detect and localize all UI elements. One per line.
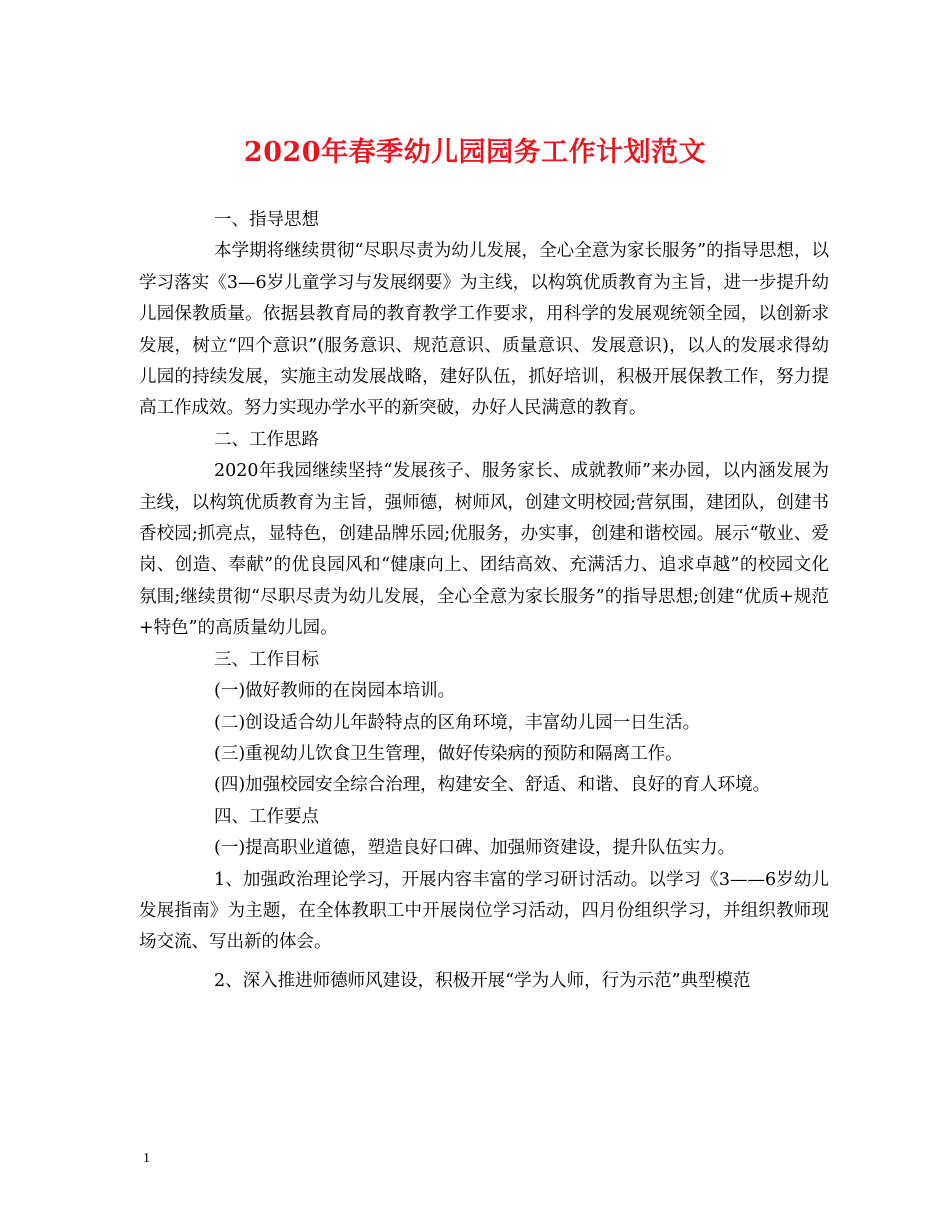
paragraph: 2020年我园继续坚持“发展孩子、服务家长、成就教师”来办园，以内涵发展为主线，以构筑优质教育为主旨，强师德，树师风，创建文明校园;营氛围，建团队，创建书香校园;抓亮点，显特色，创建品牌乐园;优服务，办实事，创建和谐校园。展示“敬业、爱岗、创造、奉献”的优良园风和“健康向上、团结高效、充满活力、追求卓越”的校园文化氛围;继续贯彻“尽职尽责为幼儿发展，全心全意为家长服务”的指导思想;创建“优质+规范+特色”的高质量幼儿园。 (139, 461, 829, 639)
section-heading: 二、工作思路 (214, 429, 319, 450)
list-item: (二)创设适合幼儿年龄特点的区角环境，丰富幼儿园一日生活。 (214, 712, 701, 733)
section-heading: 四、工作要点 (214, 806, 319, 827)
list-item: (一)提高职业道德，塑造良好口碑、加强师资建设，提升队伍实力。 (214, 838, 736, 859)
list-item: (一)做好教师的在岗园本培训。 (214, 681, 456, 702)
paragraph: 2、深入推进师德师风建设，积极开展“学为人师，行为示范”典型模范 (214, 970, 751, 991)
list-item: (三)重视幼儿饮食卫生管理，做好传染病的预防和隔离工作。 (214, 743, 683, 764)
document-body (139, 205, 829, 997)
section-heading: 三、工作目标 (214, 649, 319, 670)
document-title: 2020年春季幼儿园园务工作计划范文 (243, 137, 707, 168)
paragraph: 1、加强政治理论学习，开展内容丰富的学习研讨活动。以学习《3——6岁幼儿发展指南》为主题，在全体教职工中开展岗位学习活动，四月份组织学习，并组织教师现场交流、写出新的体会。 (139, 869, 829, 953)
list-item: (四)加强校园安全综合治理，构建安全、舒适、和谐、良好的育人环境。 (214, 775, 771, 796)
section-heading: 一、指导思想 (214, 210, 319, 230)
paragraph: 本学期将继续贯彻“尽职尽责为幼儿发展，全心全意为家长服务”的指导思想，以学习落实《3—6岁儿童学习与发展纲要》为主线，以构筑优质教育为主旨，进一步提升幼儿园保教质量。依据县教育局的教育教学工作要求，用科学的发展观统领全园，以创新求发展，树立“四个意识”(服务意识、规范意识、质量意识、发展意识)，以人的发展求得幼儿园的持续发展，实施主动发展战略，建好队伍，抓好培训，积极开展保教工作，努力提高工作成效。努力实现办学水平的新突破，办好人民满意的教育。 (139, 241, 829, 419)
page-number: 1 (143, 1151, 150, 1166)
